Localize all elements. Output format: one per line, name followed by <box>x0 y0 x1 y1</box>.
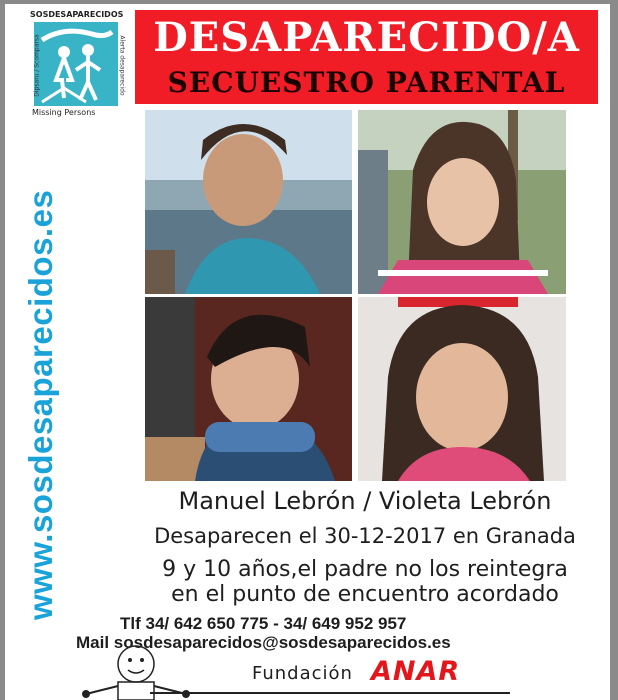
footer-line <box>150 692 510 694</box>
logo-name: SOSDESAPARECIDOS <box>30 10 124 19</box>
logo-subtitle: Missing Persons <box>32 108 96 117</box>
title-banner <box>135 10 598 104</box>
fundacion-label: Fundación <box>252 663 353 684</box>
sosdesaparecidos-logo <box>22 8 130 116</box>
logo-side-right: Alerta desaparecido <box>118 35 126 96</box>
photo-girl-2 <box>358 297 566 481</box>
description-line-1: 9 y 10 años,el padre no los reintegra <box>162 557 568 582</box>
phone-numbers: Tlf 34/ 642 650 775 - 34/ 649 952 957 <box>120 614 407 633</box>
child-names: Manuel Lebrón / Violeta Lebrón <box>178 487 552 515</box>
photo-boy-2 <box>145 297 352 481</box>
banner-subtitle: SECUESTRO PARENTAL <box>167 66 566 99</box>
photo-girl-1 <box>358 110 566 294</box>
photo-boy-1 <box>145 110 352 294</box>
family-icon <box>34 22 118 106</box>
frame-top <box>0 0 618 4</box>
contact-email: Mail sosdesaparecidos@sosdesaparecidos.es <box>76 633 451 652</box>
website-url: www.sosdesaparecidos.es <box>22 189 59 620</box>
banner-title: DESAPARECIDO/A <box>153 14 580 61</box>
disappearance-date: Desaparecen el 30-12-2017 en Granada <box>154 524 576 548</box>
frame-right <box>610 0 618 700</box>
frame-left <box>0 0 5 700</box>
logo-side-left: Dipsaru / Scomparsa <box>33 34 41 97</box>
description-line-2: en el punto de encuentro acordado <box>171 582 559 607</box>
anar-logo: ANAR <box>371 656 461 687</box>
